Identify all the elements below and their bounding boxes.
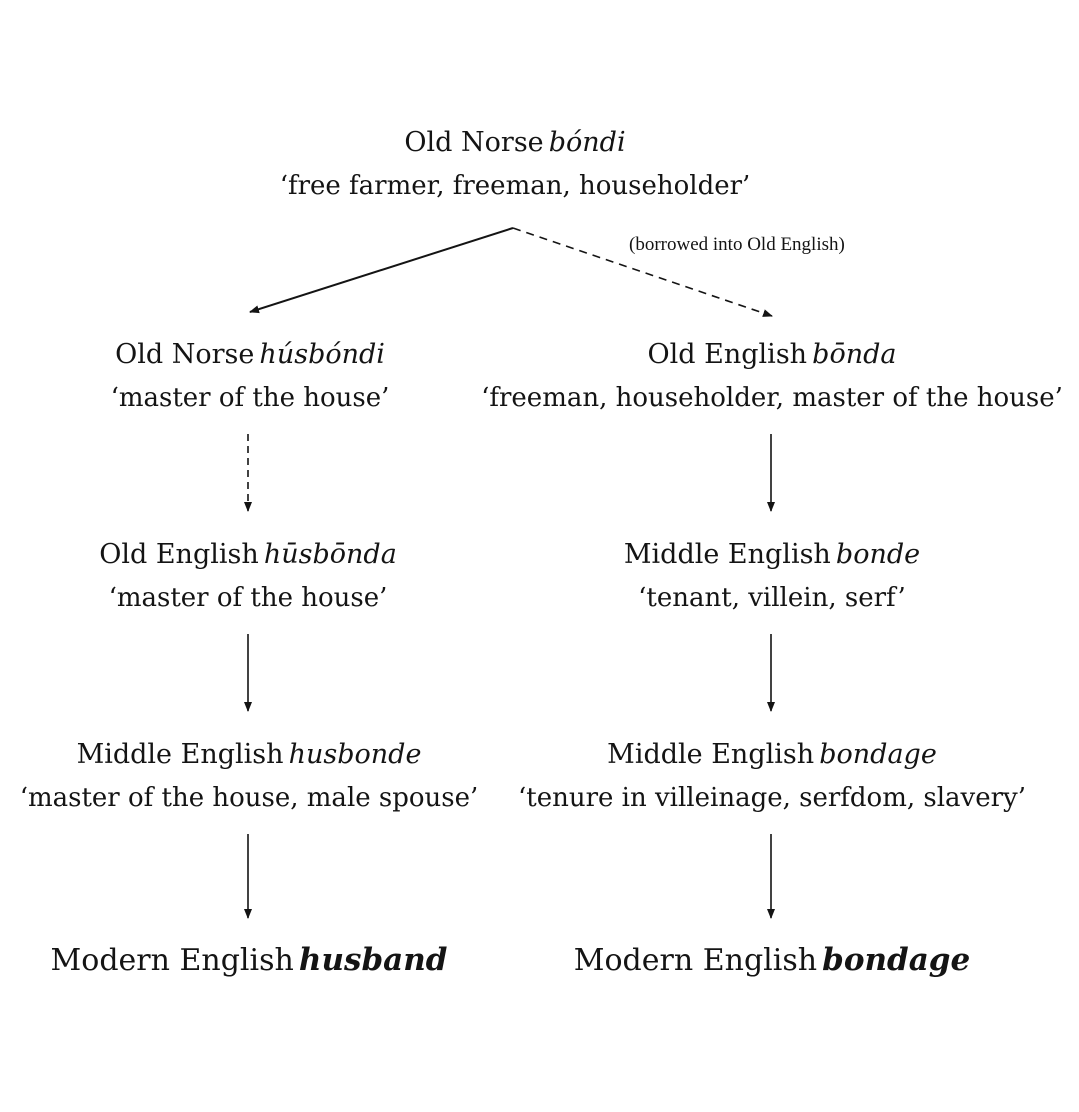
node-lang: Old English	[99, 539, 259, 570]
node-lang: Old Norse	[404, 127, 544, 158]
node-word: húsbóndi	[259, 339, 385, 370]
node-middle-english-husbonde	[20, 734, 479, 819]
node-word: bondage	[819, 739, 937, 770]
edge-root-to-old-norse-husbondi	[250, 228, 513, 312]
node-gloss: ‘master of the house, male spouse’	[19, 783, 479, 813]
node-gloss: ‘master of the house’	[108, 583, 388, 613]
node-modern-english-husband	[51, 940, 448, 985]
node-old-english-bonda	[481, 334, 1063, 419]
node-lang: Middle English	[623, 539, 831, 570]
node-word: bóndi	[548, 127, 626, 158]
node-gloss: ‘tenure in villeinage, serfdom, slavery’	[517, 783, 1027, 813]
node-word: bonde	[835, 539, 921, 570]
node-gloss: ‘master of the house’	[110, 383, 390, 413]
node-gloss: ‘freeman, householder, master of the house’	[481, 383, 1063, 413]
node-lang: Old English	[647, 339, 808, 370]
node-lang: Middle English	[607, 739, 815, 770]
node-word: husband	[298, 942, 448, 978]
node-old-norse-bondi	[280, 122, 751, 207]
node-gloss: ‘tenant, villein, serf’	[638, 583, 906, 613]
node-lang: Middle English	[76, 739, 284, 770]
node-word: bondage	[822, 942, 971, 978]
node-gloss: ‘free farmer, freeman, householder’	[279, 171, 751, 201]
node-old-norse-husbondi	[111, 334, 390, 419]
node-word: hūsbōnda	[263, 539, 397, 570]
node-old-english-husbonda	[99, 534, 397, 619]
node-word: bōnda	[812, 339, 897, 370]
node-middle-english-bonde	[624, 534, 920, 619]
node-lang: Old Norse	[115, 339, 255, 370]
node-lang: Modern English	[50, 943, 294, 978]
node-modern-english-bondage	[574, 940, 970, 985]
node-middle-english-bondage	[518, 734, 1026, 819]
node-word: husbonde	[288, 739, 422, 770]
node-lang: Modern English	[573, 943, 818, 978]
borrowed-note: (borrowed into Old English)	[629, 234, 845, 255]
